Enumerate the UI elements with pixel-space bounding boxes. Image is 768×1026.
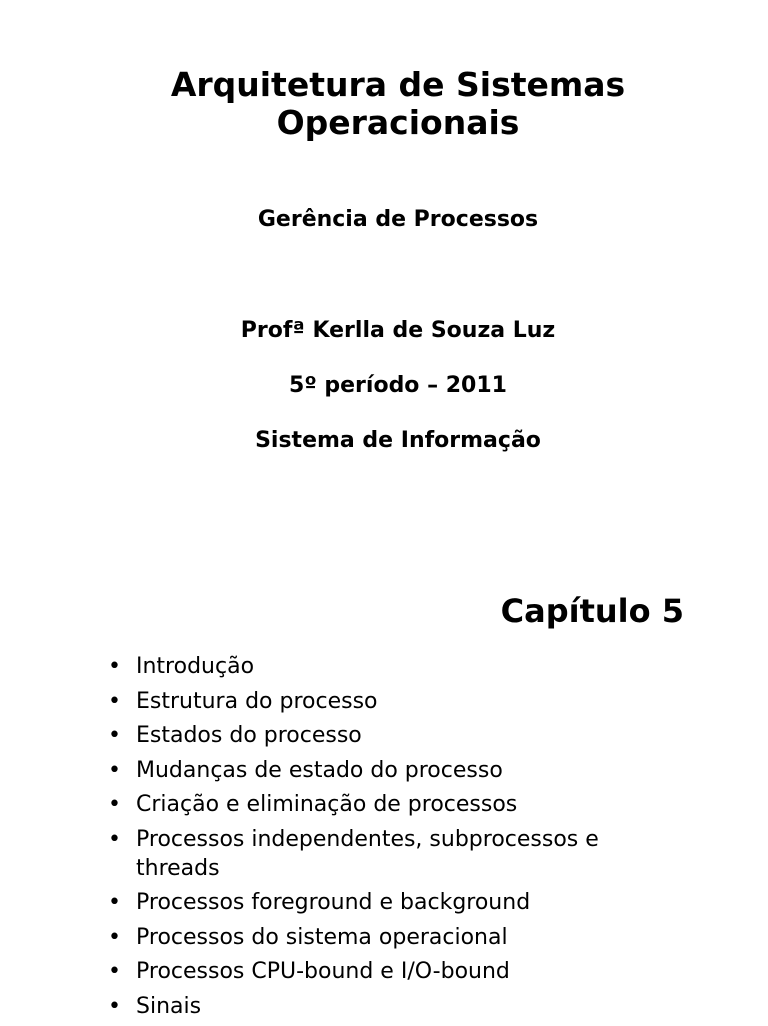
bullet-icon: • [108,723,121,748]
list-item-text: Criação e eliminação de processos [136,792,518,817]
document-title-line-1: Arquitetura de Sistemas [170,65,626,104]
list-item-text: Processos do sistema operacional [136,924,508,950]
list-item [108,756,668,785]
bullet-icon: • [108,959,121,984]
list-item [108,888,668,917]
title-block [0,66,768,142]
list-item-text: Estrutura do processo [136,688,378,714]
bullet-icon: • [108,890,121,915]
list-item-text: Processos foreground e background [136,890,531,915]
chapter-heading: Capítulo 5 [500,592,684,630]
list-item [108,957,668,986]
bullet-icon: • [108,792,121,817]
list-item-text: Processos CPU-bound e I/O-bound [136,959,510,984]
period-year: 5º período – 2011 [289,373,507,398]
professor-name: Profª Kerlla de Souza Luz [240,318,556,343]
list-item-text: Mudanças de estado do processo [136,757,503,783]
list-item-text: Processos independentes, subprocessos e threads [136,826,599,881]
list-item-text: Sinais [136,993,202,1019]
list-item [108,825,668,883]
bullet-icon: • [108,826,121,852]
list-item [108,721,668,750]
list-item [108,687,668,716]
document-subtitle: Gerência de Processos [257,207,539,232]
bullet-icon: • [108,688,121,714]
list-item [108,992,668,1021]
topic-list [108,652,668,1026]
bullet-icon: • [108,993,121,1019]
list-item [108,923,668,952]
document-title-line-2: Operacionais [276,103,520,142]
list-item-text: Estados do processo [136,723,362,748]
list-item [108,790,668,819]
bullet-icon: • [108,924,121,950]
bullet-icon: • [108,654,121,679]
course-name: Sistema de Informação [255,428,541,453]
list-item [108,652,668,681]
document-title [0,66,768,142]
list-item-text: Introdução [136,654,255,679]
bullet-icon: • [108,757,121,783]
